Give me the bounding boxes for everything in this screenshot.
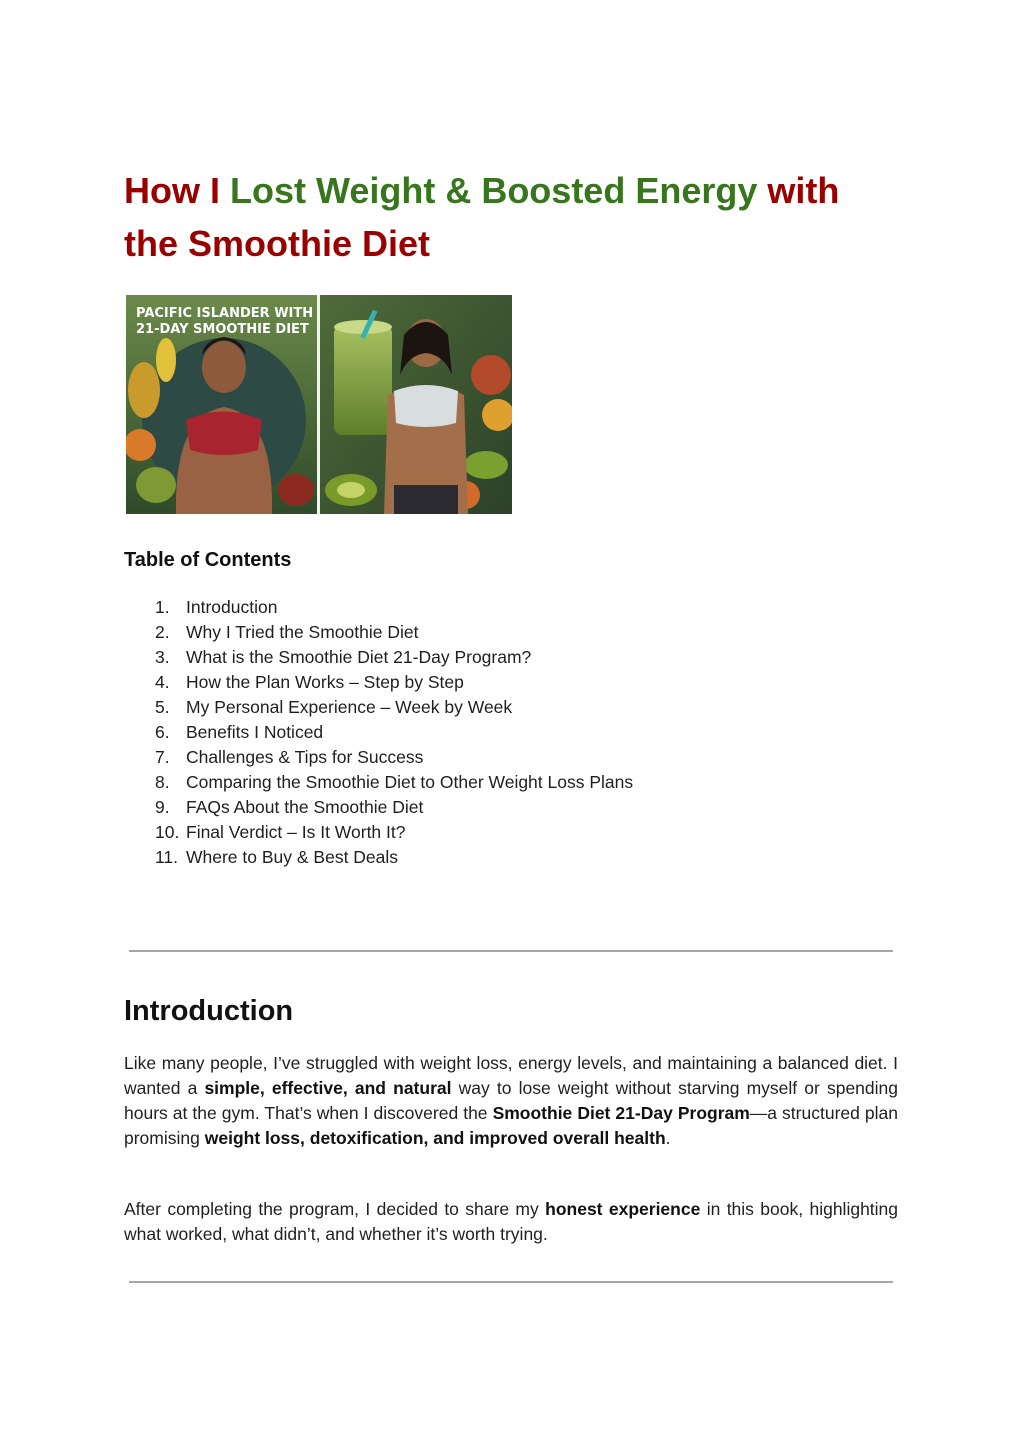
- toc-item[interactable]: [124, 595, 633, 620]
- banner-line-1: PACIFIC ISLANDER WITH: [136, 306, 314, 321]
- toc-item-number: 5.: [155, 697, 170, 717]
- toc-item-label: My Personal Experience – Week by Week: [186, 697, 513, 717]
- toc-item[interactable]: [124, 745, 633, 770]
- toc-item[interactable]: [124, 770, 633, 795]
- text-run: —a structured plan promising: [124, 1103, 898, 1148]
- text-run: Like many people, I’ve struggled with weight loss, energy levels, and maintaining a balanced diet. I wanted a: [124, 1053, 898, 1098]
- toc-item[interactable]: [124, 645, 633, 670]
- text-run: in this book, highlighting what worked, what didn’t, and whether it’s worth trying.: [124, 1199, 899, 1244]
- toc-item[interactable]: [124, 620, 633, 645]
- bold-run: Smoothie Diet 21-Day Program: [492, 1103, 750, 1123]
- bold-run: simple, effective, and natural: [204, 1078, 452, 1098]
- toc-item[interactable]: [124, 845, 633, 870]
- toc-item-number: 7.: [155, 747, 170, 767]
- toc-item-number: 1.: [155, 597, 170, 617]
- horizontal-rule: [129, 950, 893, 952]
- toc-item-number: 3.: [155, 647, 170, 667]
- toc-item-label: Challenges & Tips for Success: [186, 747, 424, 767]
- toc-item-label: How the Plan Works – Step by Step: [186, 672, 464, 692]
- toc-item-label: Final Verdict – Is It Worth It?: [186, 822, 406, 842]
- title-prefix: How I: [124, 170, 230, 211]
- text-run: After completing the program, I decided to share my: [124, 1199, 546, 1219]
- title-highlight: Lost Weight & Boosted Energy: [230, 170, 758, 211]
- toc-item-label: Why I Tried the Smoothie Diet: [186, 622, 419, 642]
- toc-item-label: Where to Buy & Best Deals: [186, 847, 399, 867]
- toc-heading: Table of Contents: [124, 549, 292, 571]
- introduction-paragraph-2: [124, 1197, 898, 1247]
- toc-item[interactable]: [124, 670, 633, 695]
- toc-item-label: Benefits I Noticed: [186, 722, 324, 742]
- hero-image: [126, 295, 512, 514]
- banner-line-2: 21-DAY SMOOTHIE DIET: [136, 322, 309, 337]
- toc-item-label: FAQs About the Smoothie Diet: [186, 797, 424, 817]
- toc-item-label: Introduction: [186, 597, 278, 617]
- bold-run: weight loss, detoxification, and improved overall health: [204, 1128, 666, 1148]
- toc-item-label: What is the Smoothie Diet 21-Day Program?: [186, 647, 532, 667]
- introduction-heading: Introduction: [124, 995, 294, 1027]
- introduction-paragraph-1: [124, 1051, 898, 1151]
- toc-item-number: 4.: [155, 672, 170, 692]
- toc-item-number: 8.: [155, 772, 170, 792]
- toc-item-label: Comparing the Smoothie Diet to Other Weight Loss Plans: [186, 772, 634, 792]
- text-run: way to lose weight without starving myself or spending hours at the gym. That’s when I discovered the: [124, 1078, 898, 1123]
- toc-item[interactable]: [124, 795, 633, 820]
- table-of-contents: [124, 595, 633, 870]
- toc-item-number: 9.: [155, 797, 170, 817]
- toc-item-number: 6.: [155, 722, 170, 742]
- toc-item-number: 11.: [155, 847, 179, 867]
- bold-run: honest experience: [545, 1199, 701, 1219]
- toc-item-number: 2.: [155, 622, 170, 642]
- toc-item-number: 10.: [155, 822, 180, 842]
- toc-item[interactable]: [124, 695, 633, 720]
- page-title: [124, 164, 864, 270]
- title-suffix: with the Smoothie Diet: [124, 170, 840, 264]
- text-run: .: [665, 1128, 671, 1148]
- toc-item[interactable]: [124, 820, 633, 845]
- horizontal-rule: [129, 1281, 893, 1283]
- toc-item[interactable]: [124, 720, 633, 745]
